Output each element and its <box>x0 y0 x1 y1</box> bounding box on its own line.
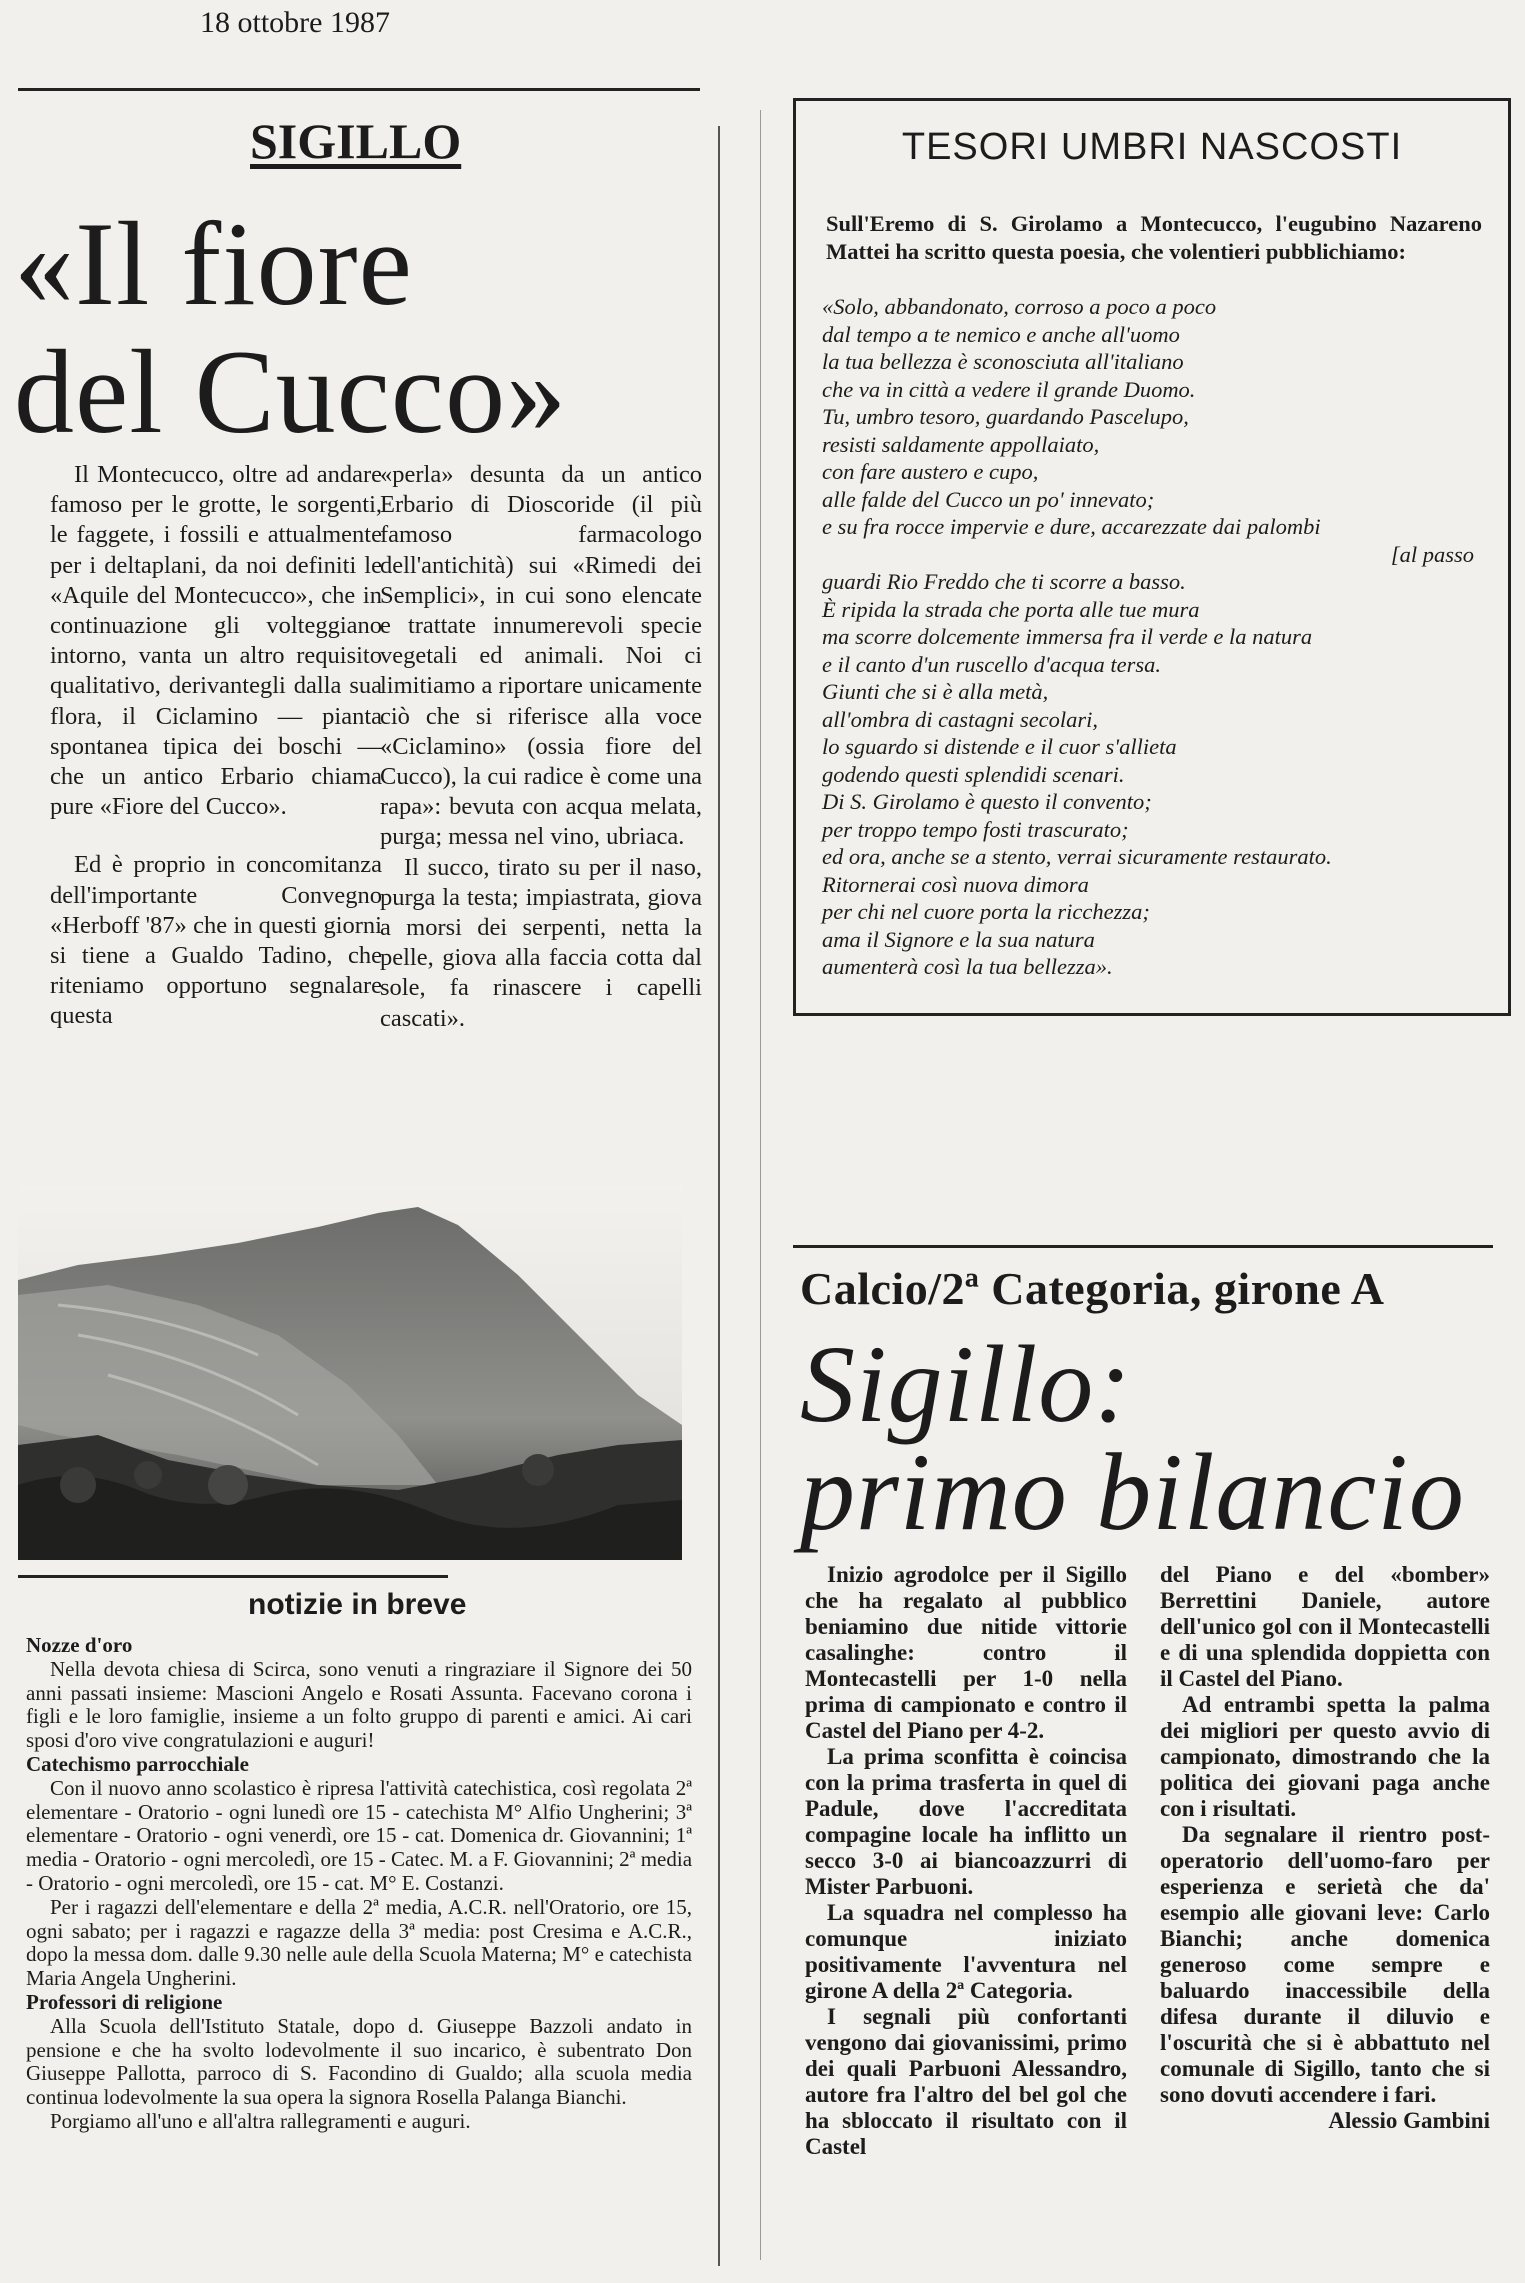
poem-line: aumenterà così la tua bellezza». <box>822 954 1113 979</box>
brief-paragraph: Nella devota chiesa di Scirca, sono venuti a ringraziare il Signore dei 50 anni passati insieme: Mascioni Angelo e Rosati Assunta. Facevano corona i figli e le loro famiglie, insieme a un folto gruppo di parenti e amici. Ai cari sposi d'oro vive congratulazioni e auguri! <box>26 1656 692 1753</box>
brief-paragraph: Porgiamo all'uno e all'altra rallegramenti e auguri. <box>50 2108 471 2133</box>
brief-paragraph: Per i ragazzi dell'elementare e della 2ª media, A.C.R. nell'Oratorio, ore 15, ogni sabato; per i ragazzi e ragazze della 3ª media: post Cresima e A.C.R., dopo la messa dom. dalle 9.30 nelle aule della Scuola Materna; M° e catechista Maria Angela Ungherini. <box>26 1894 692 1991</box>
calcio-headline <box>800 1323 1465 1553</box>
brief-heading: Catechismo parrocchiale <box>26 1751 249 1776</box>
article-paragraph: «perla» desunta da un antico Erbario di Dioscoride (il più famoso farmacologo dell'antichità) sui «Rimedi dei Semplici», in cui sono elencate e trattate innumerevoli specie vegetali ed animali. Noi ci limitiamo a riportare unicamente ciò che si riferisce alla voce «Ciclamino» (ossia fiore del Cucco), la cui radice è come una rapa»: bevuta con acqua melata, purga; messa nel vino, ubriaca. <box>380 461 702 851</box>
top-rule <box>18 88 700 91</box>
poem-line: ama il Signore e la sua natura <box>822 926 1095 952</box>
calcio-paragraph: Inizio agrodolce per il Sigillo che ha regalato al pubblico beniamino due nitide vittorie casalinghe: contro il Montecastelli per 1-0 nella prima di campionato e contro il Castel del Piano per 4-2. <box>805 1562 1127 1743</box>
mountain-photo <box>18 1185 682 1560</box>
article-paragraph: Il succo, tirato su per il naso, purga la testa; impiastrata, giova a morsi dei serpenti, netta la pelle, giova alla faccia cotta dal sole, fa rinascere i capelli cascati». <box>380 853 702 1032</box>
poem-line: lo sguardo si distende e il cuor s'allieta <box>822 734 1177 759</box>
poem-line: all'ombra di castagni secolari, <box>822 706 1099 732</box>
article-paragraph: Ed è proprio in concomitanza dell'importante Convegno «Herboff '87» che in questi giorni si tiene a Gualdo Tadino, che riteniamo opportuno segnalare questa <box>50 851 382 1030</box>
calcio-headline-line-1: Sigillo: <box>800 1323 1132 1445</box>
poem-intro: Sull'Eremo di S. Girolamo a Montecucco, l'eugubino Nazareno Mattei ha scritto questa poesia, che volentieri pubblichiamo: <box>826 211 1482 264</box>
poem-line: e su fra rocce impervie e dure, accarezzate dai palombi <box>822 514 1321 539</box>
poem-text <box>822 293 1490 981</box>
column-divider <box>760 110 761 2260</box>
article-column-2 <box>380 460 702 1034</box>
poem-line: resisti saldamente appollaiato, <box>822 431 1100 457</box>
poem-line: e il canto d'un ruscello d'acqua tersa. <box>822 651 1161 677</box>
brief-paragraph: Con il nuovo anno scolastico è ripresa l'attività catechistica, così regolata 2ª elementare - Oratorio - ogni lunedì ore 15 - catechista M° Alfio Ungherini; 3ª elementare - Oratorio - ogni venerdì, ore 15 - cat. Domenica dr. Giovannini; 1ª media - Oratorio - ogni mercoledì, ore 15 - Catec. M. a F. Giovannini; 2ª media - Oratorio - ogni mercoledì, ore 15 - cat. M° E. Costanzi. <box>26 1775 693 1895</box>
headline-line-2: del Cucco» <box>14 325 568 458</box>
poem-line: Giunti che si è alla metà, <box>822 679 1049 704</box>
calcio-paragraph: Ad entrambi spetta la palma dei migliori per questo avvio di campionato, dimostrando che la politica dei giovani paga anche con i risultati. <box>1160 1692 1490 1821</box>
poem-line: che va in città a vedere il grande Duomo. <box>822 376 1196 402</box>
brief-paragraph: Alla Scuola dell'Istituto Statale, dopo d. Giuseppe Bazzoli andato in pensione e che ha svolto lodevolmente il suo incarico, è subentrato Don Giuseppe Pallotta, parroco di S. Facondino di Gualdo; alla scuola media continua lodevolmente la sua opera la signora Rosella Palanga Bianchi. <box>26 2013 692 2110</box>
poem-line: dal tempo a te nemico e anche all'uomo <box>822 321 1180 347</box>
poem-line: alle falde del Cucco un po' innevato; <box>822 486 1155 512</box>
calcio-rule <box>793 1245 1493 1248</box>
calcio-paragraph: La prima sconfitta è coincisa con la prima trasferta in quel di Padule, dove l'accreditata compagine locale ha inflitto un secco 3-0 ai biancoazzurri di Mister Parbuoni. <box>805 1744 1127 1899</box>
calcio-paragraph: del Piano e del «bomber» Berrettini Daniele, autore dell'unico gol con il Montecastelli e di una splendida doppietta con il Castel del Piano. <box>1160 1562 1490 1691</box>
article-paragraph: Il Montecucco, oltre ad andare famoso per le grotte, le sorgenti, le faggete, i fossili e attualmente per i deltaplani, da noi definiti le «Aquile del Montecucco», che in continuazione gli volteggiano intorno, vanta un altro requisito qualitativo, derivantegli dalla sua flora, il Ciclamino — pianta spontanea tipica dei boschi — che un antico Erbario chiama pure «Fiore del Cucco». <box>50 461 382 821</box>
poem-line: ed ora, anche se a stento, verrai sicuramente restaurato. <box>822 844 1332 869</box>
calcio-paragraph: La squadra nel complesso ha comunque iniziato positivamente l'avventura nel girone A della 2ª Categoria. <box>805 1900 1127 2003</box>
poem-line: ma scorre dolcemente immersa fra il verde e la natura <box>822 624 1313 649</box>
calcio-column-1 <box>805 1562 1127 2160</box>
poem-line: È ripida la strada che porta alle tue mura <box>822 596 1200 622</box>
calcio-paragraph: Da segnalare il rientro post-operatorio dell'uomo-faro per esperienza e serietà che da' esempio alle giovani leve: Carlo Bianchi; anche domenica generoso come sempre e baluardo inaccessibile della difesa durante il diluvio e l'oscurità che si è abbattuto nel comunale di Sigillo, tanto che si sono dovuti accendere i fari. <box>1160 1822 1490 2107</box>
poem-line: Tu, umbro tesoro, guardando Pascelupo, <box>822 404 1189 429</box>
calcio-paragraph: I segnali più confortanti vengono dai giovanissimi, primo dei quali Parbuoni Alessandro, autore fra l'altro del bel gol che ha sbloccato il risultato con il Castel <box>805 2004 1127 2159</box>
poem-line: Di S. Girolamo è questo il convento; <box>822 789 1152 814</box>
poem-line: per chi nel cuore porta la ricchezza; <box>822 899 1150 924</box>
calcio-column-2 <box>1160 1562 1490 2134</box>
poem-line: guardi Rio Freddo che ti scorre a basso. <box>822 569 1186 594</box>
poem-box-title: TESORI UMBRI NASCOSTI <box>901 126 1403 168</box>
poem-line: «Solo, abbandonato, corroso a poco a poco <box>822 294 1217 319</box>
article-column-1 <box>50 460 382 1032</box>
poem-line: la tua bellezza è sconosciuta all'italiano <box>822 349 1184 374</box>
poem-line: [al passo <box>1390 541 1474 567</box>
article-headline <box>14 197 568 458</box>
poem-line: per troppo tempo fosti trascurato; <box>822 816 1129 842</box>
calcio-kicker: Calcio/2ª Categoria, girone A <box>800 1263 1385 1314</box>
poem-line: Ritornerai così nuova dimora <box>822 871 1089 897</box>
section-rule <box>18 1575 448 1578</box>
briefs-section-title: notizie in breve <box>248 1588 467 1621</box>
column-divider <box>718 126 720 2266</box>
headline-line-1: «Il fiore <box>14 197 413 330</box>
article-kicker: SIGILLO <box>250 113 462 169</box>
briefs-body <box>26 1634 692 2134</box>
calcio-author: Alessio Gambini <box>1328 2108 1490 2133</box>
poem-line: con fare austero e cupo, <box>822 459 1039 484</box>
calcio-headline-line-2: primo bilancio <box>800 1431 1465 1553</box>
issue-date: 18 ottobre 1987 <box>200 6 390 39</box>
poem-line: godendo questi splendidi scenari. <box>822 761 1125 787</box>
brief-heading: Professori di religione <box>26 1989 223 2014</box>
brief-heading: Nozze d'oro <box>26 1633 133 1657</box>
